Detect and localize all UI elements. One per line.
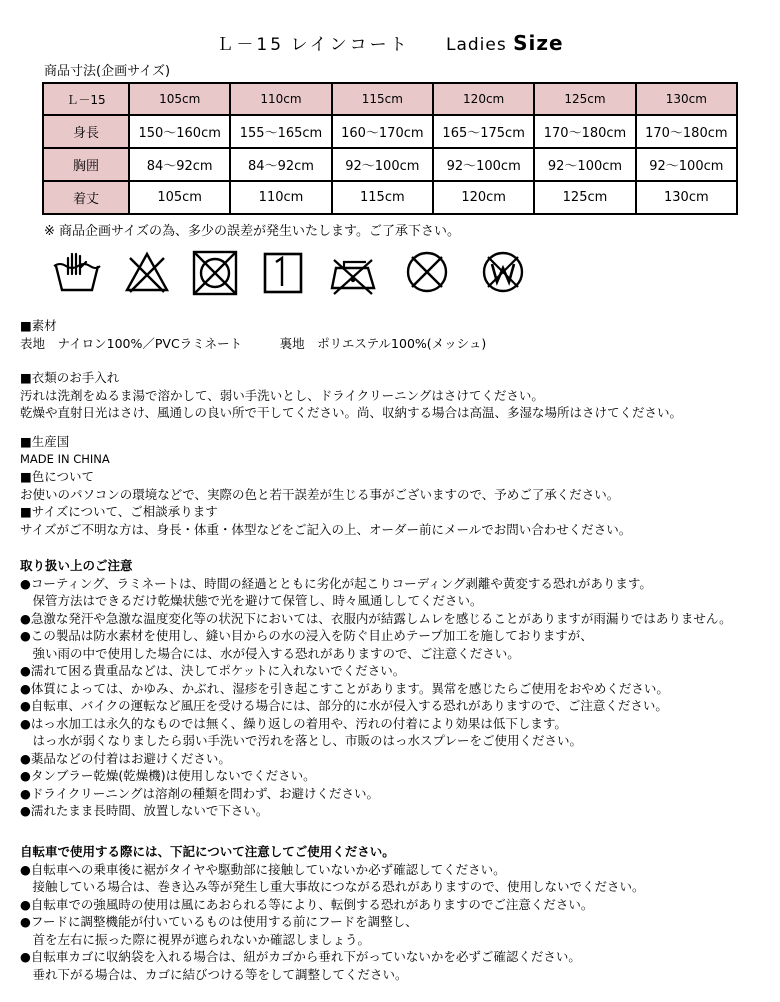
handling-line: はっ水が弱くなりましたら弱い手洗いで汚れを落とし、市販のはっ水スプレーをご使用ください。 (20, 733, 583, 748)
handling-line: ●はっ水加工は永久的なものでは無く、繰り返しの着用や、汚れの付着により効果は低下します。 (20, 715, 567, 731)
size-col-header: 115cm (332, 83, 433, 115)
size-col-header: 105cm (129, 83, 230, 115)
ladies-label: Ladies (446, 35, 507, 55)
size-col-header: 110cm (230, 83, 331, 115)
table-row (43, 181, 737, 214)
row-label-chest: 胸囲 (43, 148, 129, 181)
table-cell: 84〜92cm (129, 148, 230, 181)
size-header-row (43, 83, 737, 115)
bicycle-line: 接触している場合は、巻き込み等が発生し重大事故につながる恐れがありますので、使用しないでください。 (20, 879, 645, 894)
handling-section (20, 557, 732, 820)
bicycle-line: 首を左右に振った際に視界が遮られないか確認しましょう。 (20, 931, 371, 947)
table-cell: 150〜160cm (129, 115, 230, 148)
size-col-header: 125cm (534, 83, 635, 115)
handling-line: ●薬品などの付着はお避けください。 (20, 750, 231, 766)
table-cell: 84〜92cm (230, 148, 331, 181)
origin-heading: ■生産国 (20, 434, 70, 449)
care-icons (50, 244, 550, 304)
iron-low-icon (326, 244, 380, 300)
table-cell: 92〜100cm (433, 148, 534, 181)
care-heading: ■衣類のお手入れ (20, 370, 120, 385)
bicycle-section (20, 843, 645, 983)
table-cell: 170〜180cm (534, 115, 635, 148)
bicycle-line: ●フードに調整機能が付いているものは使用する前にフードを調整し、 (20, 914, 418, 929)
hand-wash-icon (50, 244, 104, 300)
color-heading: ■色について (20, 469, 95, 484)
table-cell: 130cm (636, 181, 737, 214)
bicycle-line: ●自転車での強風時の使用は風にあおられる等により、転倒する恐れがありますのでご注意ください。 (20, 896, 594, 912)
size-consult-text: サイズがご不明な方は、身長・体重・体型などをご記入の上、オーダー前にメールでお問い合わせください。 (20, 521, 632, 537)
table-cell: 155〜165cm (230, 115, 331, 148)
size-label: Size (513, 31, 564, 55)
material-section (20, 317, 486, 352)
origin-text: MADE IN CHINA (20, 451, 110, 466)
handling-line: ●この製品は防水素材を使用し、縫い目からの水の浸入を防ぐ目止めテープ加工を施しておりますが、 (20, 628, 593, 643)
handling-line: 強い雨の中で使用した場合には、水が侵入する恐れがありますので、ご注意ください。 (20, 645, 520, 661)
table-cell: 92〜100cm (534, 148, 635, 181)
color-text: お使いのパソコンの環境などで、実際の色と若干誤差が生じる事がございますので、予めご了承ください。 (20, 486, 620, 502)
no-wring-icon (476, 244, 530, 300)
line-dry-icon (256, 244, 310, 300)
handling-line: ●濡れて困る貴重品などは、決してポケットに入れないでください。 (20, 663, 406, 678)
handling-line: ●急激な発汗や急激な温度変化等の状況下においては、衣服内が結露しムレを感じることがありますが雨漏りではありません。 (20, 610, 732, 626)
table-corner: Ｌ－15 (43, 83, 129, 115)
handling-line: ●ドライクリーニングは溶剤の種類を問わず、お避けください。 (20, 785, 380, 801)
handling-line: ●体質によっては、かゆみ、かぶれ、湿疹を引き起こすことがあります。異常を感じたらご使用をおやめください。 (20, 680, 669, 696)
table-cell: 92〜100cm (636, 148, 737, 181)
no-tumble-dry-icon (188, 244, 242, 300)
table-cell: 160〜170cm (332, 115, 433, 148)
origin-section (20, 433, 631, 538)
bicycle-heading: 自転車で使用する際には、下記について注意してご使用ください。 (20, 844, 395, 859)
table-row (43, 148, 737, 181)
material-heading: ■素材 (20, 318, 57, 333)
table-caption: 商品寸法(企画サイズ) (44, 64, 171, 79)
table-cell: 92〜100cm (332, 148, 433, 181)
row-label-length: 着丈 (43, 181, 129, 214)
no-dry-clean-icon (400, 244, 454, 300)
handling-line: ●濡れたまま長時間、放置しないで下さい。 (20, 803, 269, 818)
table-cell: 115cm (332, 181, 433, 214)
table-cell: 125cm (534, 181, 635, 214)
material-text: 表地 ナイロン100%／PVCラミネート 裏地 ポリエステル100%(メッシュ) (20, 335, 487, 351)
table-note: ※ 商品企画サイズの為、多少の誤差が発生いたします。ご了承下さい。 (44, 224, 460, 239)
row-label-height: 身長 (43, 115, 129, 148)
care-line: 汚れは洗剤をぬるま湯で溶かして、弱い手洗いとし、ドライクリーニングはさけてください。 (20, 387, 544, 403)
table-cell: 120cm (433, 181, 534, 214)
size-col-header: 130cm (636, 83, 737, 115)
no-bleach-icon (120, 244, 174, 300)
handling-line: 保管方法はできるだけ乾燥状態で光を避けて保管し、時々風通ししてください。 (20, 593, 483, 608)
product-code: Ｌ－15 (216, 35, 285, 55)
size-consult-heading: ■サイズについて、ご相談承ります (20, 504, 218, 519)
handling-heading: 取り扱い上のご注意 (20, 558, 133, 573)
care-line: 乾燥や直射日光はさけ、風通しの良い所で干してください。尚、収納する場合は高温、多湿な場所はさけてください。 (20, 405, 683, 420)
table-cell: 165〜175cm (433, 115, 534, 148)
table-cell: 105cm (129, 181, 230, 214)
care-section (20, 369, 682, 422)
bicycle-line: ●自転車カゴに収納袋を入れる場合は、紐がカゴから垂れ下がっていないかを必ずご確認ください。 (20, 949, 581, 964)
bicycle-line: 垂れ下がる場合は、カゴに結びつける等をして調整してください。 (20, 966, 408, 982)
table-cell: 170〜180cm (636, 115, 737, 148)
handling-line: ●自転車、バイクの運転など風圧を受ける場合には、部分的に水が侵入する恐れがありますので、ご注意ください。 (20, 698, 668, 713)
size-table (42, 82, 738, 215)
handling-line: ●コーティング、ラミネートは、時間の経過とともに劣化が起こりコーディング剥離や黄変する恐れがあります。 (20, 575, 652, 591)
handling-line: ●タンブラー乾燥(乾燥機)は使用しないでください。 (20, 768, 316, 783)
size-col-header: 120cm (433, 83, 534, 115)
table-cell: 110cm (230, 181, 331, 214)
product-name: レインコート (290, 35, 410, 55)
bicycle-line: ●自転車への乗車後に裾がタイヤや駆動部に接触していないか必ず確認してください。 (20, 861, 506, 877)
table-row (43, 115, 737, 148)
page-title (0, 30, 780, 55)
